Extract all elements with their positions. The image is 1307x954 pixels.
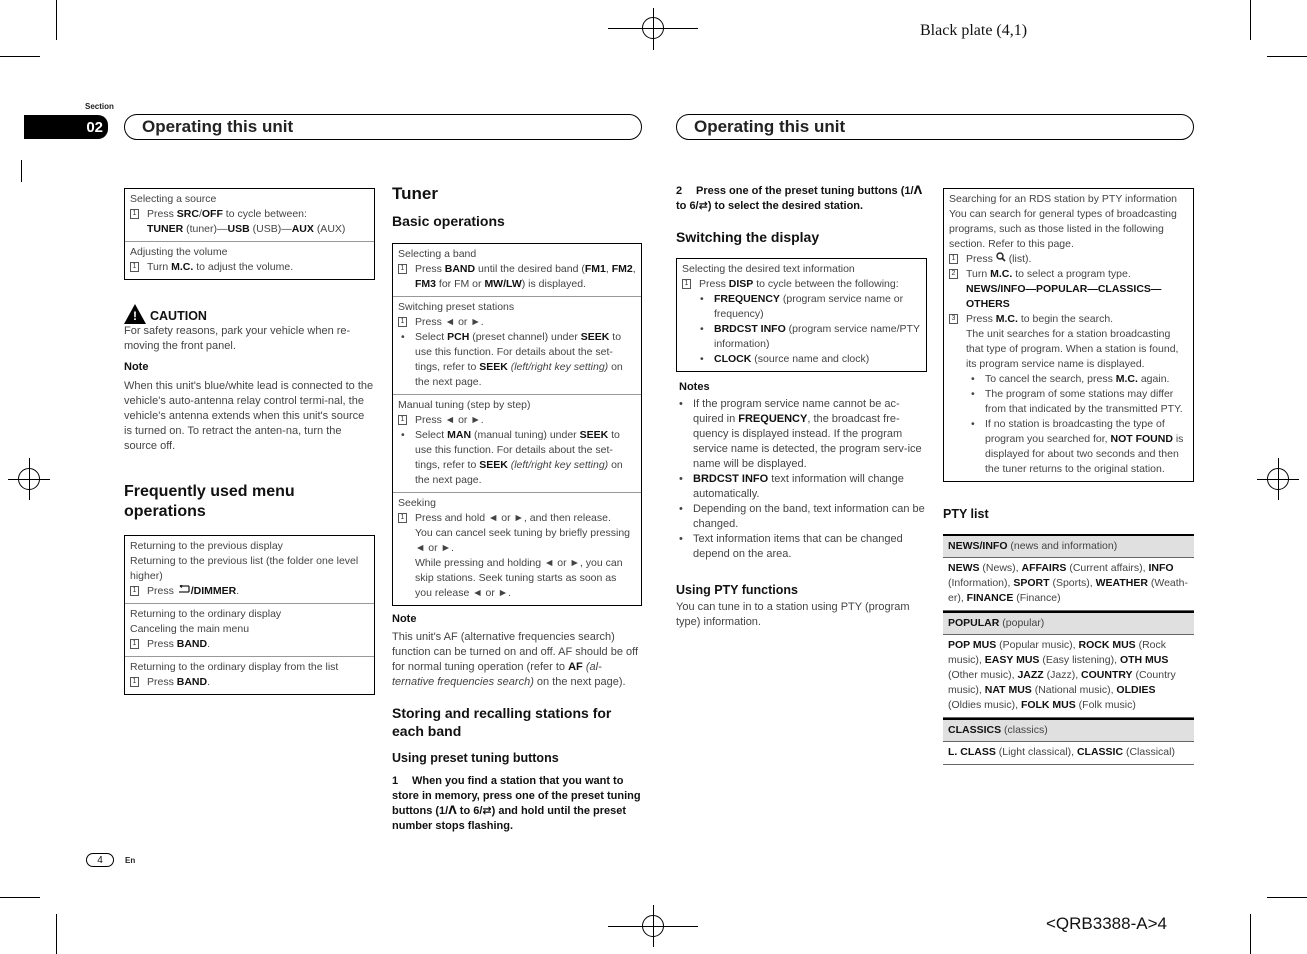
disp-bullet-3: • CLOCK (source name and clock) [700, 353, 870, 365]
section-label: Section [85, 102, 114, 111]
pty-type-desc: (Sports), [1049, 577, 1096, 589]
source-volume-box [124, 188, 375, 280]
t: While pressing and holding ◄ or ►, you can skip stations. Seek tuning starts as soon as you release ◄ or ►. [415, 557, 623, 599]
t: until the desired band ( [478, 263, 585, 275]
t: This unit's AF (alternative frequencies search) function can be turned on and off. AF should be off for normal tuning operation (refer to [392, 631, 639, 673]
crop-mark-tr-h [1267, 56, 1307, 57]
t: (news and information) [1010, 540, 1118, 552]
search-icon [996, 252, 1006, 262]
search-step-2: 2 Turn M.C. to select a program type. NEWS/INFO—POPULAR—CLASSICS—OTHERS [949, 267, 1188, 312]
pty-type-name: POP MUS [948, 639, 997, 651]
plate-label: Black plate (4,1) [920, 22, 1028, 39]
pty-type-name: NEWS [948, 562, 980, 574]
display-section [677, 259, 926, 371]
column-4 [943, 188, 1194, 765]
source-step: 1 Press SRC/OFF to cycle between: [130, 207, 369, 222]
t: USB [227, 223, 250, 235]
document-code: <QRB3388-A>4 [1046, 914, 1167, 933]
t: Press [147, 208, 174, 220]
pty-type-name: JAZZ [1017, 669, 1044, 681]
pty-type-name: AFFAIRS [1021, 562, 1067, 574]
t: Text information items that can be changed depend on the area. [693, 533, 903, 560]
off-key: OFF [201, 208, 223, 220]
t: (tuner)— [186, 223, 228, 235]
seek-section [393, 493, 641, 605]
t: BAND [444, 263, 476, 275]
t: BRDCST INFO [693, 473, 769, 485]
preset-bullet: • Select PCH (preset channel) under SEEK to use this function. For details about the set-tings, refer to SEEK (left/right key setting) on the next page. [401, 331, 623, 388]
t: Returning to the previous display [130, 540, 283, 552]
section-number: 02 [86, 118, 103, 136]
t: on the next page). [536, 676, 626, 688]
t: . [236, 585, 240, 597]
pty-group-items [943, 635, 1194, 718]
notes-label: Notes [679, 381, 710, 393]
t: text information will change automatically. [693, 473, 904, 500]
pty-type-desc: (National music), [1031, 684, 1117, 696]
t: SEEK [579, 429, 609, 441]
page-number: 4 [86, 853, 114, 867]
volume-step: 1 Turn M.C. to adjust the volume. [130, 260, 369, 275]
column-3 [676, 184, 927, 630]
t: NEWS/INFO—POPULAR—CLASSICS—OTHERS [966, 283, 1162, 310]
crop-mark-tl-h [0, 56, 40, 57]
display-step: 1 Press DISP to cycle between the following: [682, 277, 921, 292]
band-section [393, 244, 641, 297]
column-1 [124, 188, 375, 695]
af-note [392, 630, 642, 690]
warning-icon [124, 304, 146, 324]
pty-type-desc: (Finance) [1013, 592, 1061, 604]
t: Press [147, 638, 174, 650]
t: Press ◄ or ►. [415, 316, 484, 328]
manual-bullet: • Select MAN (manual tuning) under SEEK to use this function. For details about the set-tings, refer to SEEK (left/right key setting) on the next page. [401, 429, 623, 486]
search-bullet-1: • To cancel the search, press M.C. again. [971, 373, 1170, 385]
pty-type-desc: (Rock music), [948, 639, 1167, 666]
pty-group-items [943, 558, 1194, 611]
t: Press [966, 253, 993, 265]
menu-section-2 [125, 604, 374, 657]
t: To cancel the search, press [985, 373, 1113, 385]
note-label: Note [392, 613, 417, 625]
t: CLOCK [714, 353, 752, 365]
t: Select [415, 331, 445, 343]
registration-mark-right [1267, 468, 1289, 490]
t: SEEK [479, 361, 508, 373]
t: (preset channel) under [472, 331, 578, 343]
t: Manual tuning (step by step) [398, 399, 531, 411]
registration-mark-top [642, 17, 664, 39]
band-key: BAND [176, 638, 208, 650]
basic-operations-heading: Basic operations [392, 213, 505, 229]
crop-mark-tr-v [1250, 0, 1251, 40]
pty-type-name: INFO [1148, 562, 1174, 574]
t: (program service name/PTY information) [714, 323, 920, 350]
dimmer-key: /DIMMER [190, 585, 237, 597]
pty-type-desc: (Current affairs), [1066, 562, 1149, 574]
display-notes [676, 397, 927, 562]
pty-type-name: COUNTRY [1081, 669, 1133, 681]
t: on the next page. [415, 361, 623, 388]
t: (al-ternative frequencies search) [392, 661, 602, 688]
t: again. [1140, 373, 1170, 385]
pty-type-desc: (Other music), [948, 669, 1018, 681]
t: FREQUENCY [714, 293, 780, 305]
t: to adjust the volume. [196, 261, 294, 273]
t: Press ◄ or ►. [415, 414, 484, 426]
t: , [632, 263, 636, 275]
t: FM2 [611, 263, 633, 275]
t: , [605, 263, 609, 275]
pty-type-desc: (Information), [948, 577, 1014, 589]
band-key: BAND [176, 676, 208, 688]
t: Switching preset stations [398, 301, 515, 313]
t: (popular) [1002, 617, 1045, 629]
page-title-right-text: Operating this unit [694, 117, 846, 136]
t: Press [966, 313, 993, 325]
t: Press one of the preset tuning buttons (1/ᐱ to 6/⇄) to select the desired station. [676, 185, 923, 212]
back-icon [177, 585, 191, 594]
note-3: • Depending on the band, text information can be changed. [676, 502, 927, 532]
pty-type-desc: (Classical) [1123, 746, 1175, 758]
volume-section [125, 242, 374, 279]
crop-mark-tl-v [56, 0, 57, 40]
t: / [198, 208, 202, 220]
t: is displayed for about two seconds and then the tuner returns to the original station. [985, 433, 1184, 475]
pty-type-name: OTH MUS [1119, 654, 1169, 666]
seek-step: 1 Press and hold ◄ or ►, and then release. [398, 511, 636, 526]
preset-section [393, 297, 641, 395]
source-title: Selecting a source [130, 193, 217, 205]
t: to begin the search. [1020, 313, 1114, 325]
t: to use this function. For details about the set-tings, refer to [415, 331, 622, 373]
t: (AUX) [316, 223, 346, 235]
menu-step-3: 1 Press BAND. [130, 675, 369, 690]
language-label: En [125, 856, 136, 865]
t: MW/LW [484, 278, 522, 290]
source-list [130, 222, 369, 237]
pty-text: You can tune in to a station using PTY (program type) information. [676, 601, 910, 628]
t: M.C. [995, 313, 1018, 325]
menu-step-1: 1 Press /DIMMER. [130, 584, 369, 599]
mc-key: M.C. [171, 261, 194, 273]
t: CLASSICS [948, 724, 1002, 736]
t: to select a program type. [1015, 268, 1131, 280]
t: Turn [147, 261, 169, 273]
note-2: • BRDCST INFO text information will change automatically. [679, 473, 904, 500]
t: (classics) [1004, 724, 1048, 736]
section-number-badge [24, 115, 108, 139]
t: DISP [728, 278, 754, 290]
pty-type-name: EASY MUS [984, 654, 1040, 666]
t: Press [147, 585, 174, 597]
page-title-right [676, 114, 1194, 140]
note-label: Note [124, 361, 149, 373]
t: MAN [447, 429, 472, 441]
manual-step: 1 Press ◄ or ►. [398, 413, 636, 428]
crop-mark-side [21, 160, 22, 182]
t: AUX [291, 223, 314, 235]
t: (source name and clock) [754, 353, 870, 365]
caution-title: CAUTION [150, 309, 207, 323]
search-step-3: 3 Press M.C. to begin the search. The unit searches for a station broadcasting that type of program. When a station is found, its program service name is displayed. [949, 312, 1188, 372]
pty-group-items [943, 742, 1194, 765]
menu-section-1 [125, 536, 374, 604]
pty-heading: Using PTY functions [676, 583, 798, 597]
t: Turn [966, 268, 988, 280]
menu-step-2: 1 Press BAND. [130, 637, 369, 652]
t: M.C. [1115, 373, 1138, 385]
t: Press [147, 676, 174, 688]
t: to cycle between: [225, 208, 307, 220]
pty-type-name: SPORT [1013, 577, 1050, 589]
search-bullet-2: • The program of some stations may differ from that indicated by the transmitted PTY. [949, 387, 1188, 417]
t: 1 [392, 775, 399, 787]
page-title-left [124, 114, 642, 140]
t: Selecting a band [398, 248, 477, 260]
t: M.C. [990, 268, 1013, 280]
search-step-1: 1 Press (list). [949, 252, 1188, 267]
t: If the program service name cannot be ac-quired in [693, 398, 900, 425]
t: Press [415, 263, 442, 275]
pty-list [943, 534, 1194, 765]
pty-type-desc: (Jazz), [1043, 669, 1082, 681]
band-step: 1 Press BAND until the desired band (FM1, FM2, FM3 for FM or MW/LW) is displayed. [398, 262, 636, 292]
t: AF [568, 661, 583, 673]
t: . [207, 676, 211, 688]
store-step-2 [676, 184, 927, 214]
t: ) is displayed. [521, 278, 586, 290]
t: 2 [676, 185, 683, 197]
t: SEEK [479, 459, 508, 471]
t: NOT FOUND [1110, 433, 1173, 445]
menu-box [124, 535, 375, 695]
t: (list). [1008, 253, 1032, 265]
t: Depending on the band, text information can be changed. [693, 503, 925, 530]
t: The unit searches for a station broadcasting that type of program. When a station is found, its program service name is displayed. [966, 328, 1179, 370]
t: Returning to the ordinary display [130, 608, 282, 620]
t: You can search for general types of broadcasting programs, such as those listed in the following section. Refer to this page. [949, 208, 1177, 250]
source-section [125, 189, 374, 242]
pty-type-desc: (Country music), [948, 669, 1176, 696]
t: Searching for an RDS station by PTY information [949, 193, 1178, 205]
pty-type-name: ROCK MUS [1078, 639, 1136, 651]
pty-group-header [943, 534, 1194, 558]
note-4: • Text information items that can be changed depend on the area. [676, 532, 927, 562]
t: If no station is broadcasting the type of program you searched for, [985, 418, 1165, 445]
crop-mark-bl-h [0, 897, 40, 898]
preset-step: 1 Press ◄ or ►. [398, 315, 636, 330]
t: Select [415, 429, 445, 441]
pty-type-name: FINANCE [966, 592, 1014, 604]
pty-type-name: L. CLASS [948, 746, 996, 758]
menu-section-3 [125, 657, 374, 694]
display-box [676, 258, 927, 372]
t: Seeking [398, 497, 436, 509]
tuner-heading: Tuner [392, 184, 438, 203]
t: (USB)— [252, 223, 292, 235]
t: on the next page. [415, 459, 623, 486]
t: (left/right key setting) [510, 459, 609, 471]
page-title-left-text: Operating this unit [142, 117, 294, 136]
t: When you find a station that you want to store in memory, press one of the preset tuning buttons (1/ᐱ to 6/⇄) and hold until the preset number stops flashing. [392, 775, 641, 832]
pty-list-heading: PTY list [943, 507, 989, 521]
t: POPULAR [948, 617, 1000, 629]
manual-section [393, 395, 641, 493]
t: TUNER [147, 223, 184, 235]
disp-bullet-2: • BRDCST INFO (program service name/PTY information) [700, 323, 920, 350]
note-text: When this unit's blue/white lead is connected to the vehicle's auto-antenna relay control termi-nal, the vehicle's antenna extends when this unit's source is turned on. To retract the anten-na, turn the source off. [124, 380, 374, 452]
t: You can cancel seek tuning by briefly pressing ◄ or ►. [415, 527, 630, 554]
t: FM1 [584, 263, 606, 275]
column-2 [392, 184, 642, 834]
pty-search-box [943, 188, 1194, 482]
pty-type-name: NAT MUS [984, 684, 1032, 696]
t: to cycle between the following: [756, 278, 899, 290]
t: (left/right key setting) [510, 361, 609, 373]
pty-type-name: WEATHER [1095, 577, 1148, 589]
t: for FM or [438, 278, 482, 290]
pty-type-name: FOLK MUS [1020, 699, 1076, 711]
pty-type-desc: (Folk music) [1075, 699, 1136, 711]
t: . [207, 638, 211, 650]
t: FM3 [415, 278, 436, 290]
t: PCH [447, 331, 470, 343]
t: (program service name or frequency) [714, 293, 904, 320]
display-heading: Switching the display [676, 229, 820, 245]
pty-group-header [943, 611, 1194, 635]
crop-mark-br-h [1267, 897, 1307, 898]
pty-group-header [943, 718, 1194, 742]
t: SEEK [580, 331, 610, 343]
preset-buttons-heading: Using preset tuning buttons [392, 751, 559, 765]
t: , the broadcast fre-quency is displayed instead. If the program service name is detected, the program serv-ice name will be displayed. [693, 413, 922, 470]
t: Returning to the ordinary display from the list [130, 661, 339, 673]
pty-type-name: OLDIES [1116, 684, 1156, 696]
t: BRDCST INFO [714, 323, 786, 335]
disp-bullet-1: • FREQUENCY (program service name or frequency) [700, 293, 904, 320]
crop-mark-br-v [1250, 914, 1251, 954]
menu-heading: Frequently used menu operations [124, 483, 295, 520]
search-bullet-3: • If no station is broadcasting the type of program you searched for, NOT FOUND is displayed for about two seconds and then the tuner returns to the original station. [971, 418, 1184, 475]
t: Press and hold ◄ or ►, and then release. [415, 512, 611, 524]
t: Returning to the previous list (the folder one level higher) [130, 555, 359, 582]
pty-search-section [944, 189, 1193, 481]
t: Selecting the desired text information [682, 263, 855, 275]
store-step-1 [392, 774, 642, 834]
caution-text: For safety reasons, park your vehicle when re-moving the front panel. [124, 325, 351, 352]
src-key: SRC [176, 208, 199, 220]
t: FREQUENCY [738, 413, 808, 425]
t: (manual tuning) under [473, 429, 577, 441]
pty-type-desc: (News), [979, 562, 1022, 574]
t: The program of some stations may differ from that indicated by the transmitted PTY. [985, 388, 1183, 415]
t: to use this function. For details about the set-tings, refer to [415, 429, 620, 471]
pty-type-desc: (Popular music), [996, 639, 1079, 651]
store-heading: Storing and recalling stations for each band [392, 705, 612, 739]
volume-title: Adjusting the volume [130, 246, 228, 258]
pty-type-name: CLASSIC [1076, 746, 1124, 758]
pty-type-desc: (Oldies music), [948, 699, 1021, 711]
caution-block [124, 304, 375, 454]
crop-mark-bl-v [56, 914, 57, 954]
note-1: • If the program service name cannot be ac-quired in FREQUENCY, the broadcast fre-quency is displayed instead. If the program service name is detected, the program serv-ice name will be displayed. [679, 398, 922, 470]
t: Press [699, 278, 726, 290]
tuner-box [392, 243, 642, 606]
pty-type-desc: (Weath-er), [948, 577, 1189, 604]
registration-mark-bottom [642, 915, 664, 937]
t: Canceling the main menu [130, 623, 250, 635]
pty-type-desc: (Light classical), [995, 746, 1077, 758]
registration-mark-left [18, 468, 40, 490]
pty-type-desc: (Easy listening), [1039, 654, 1120, 666]
t: NEWS/INFO [948, 540, 1008, 552]
